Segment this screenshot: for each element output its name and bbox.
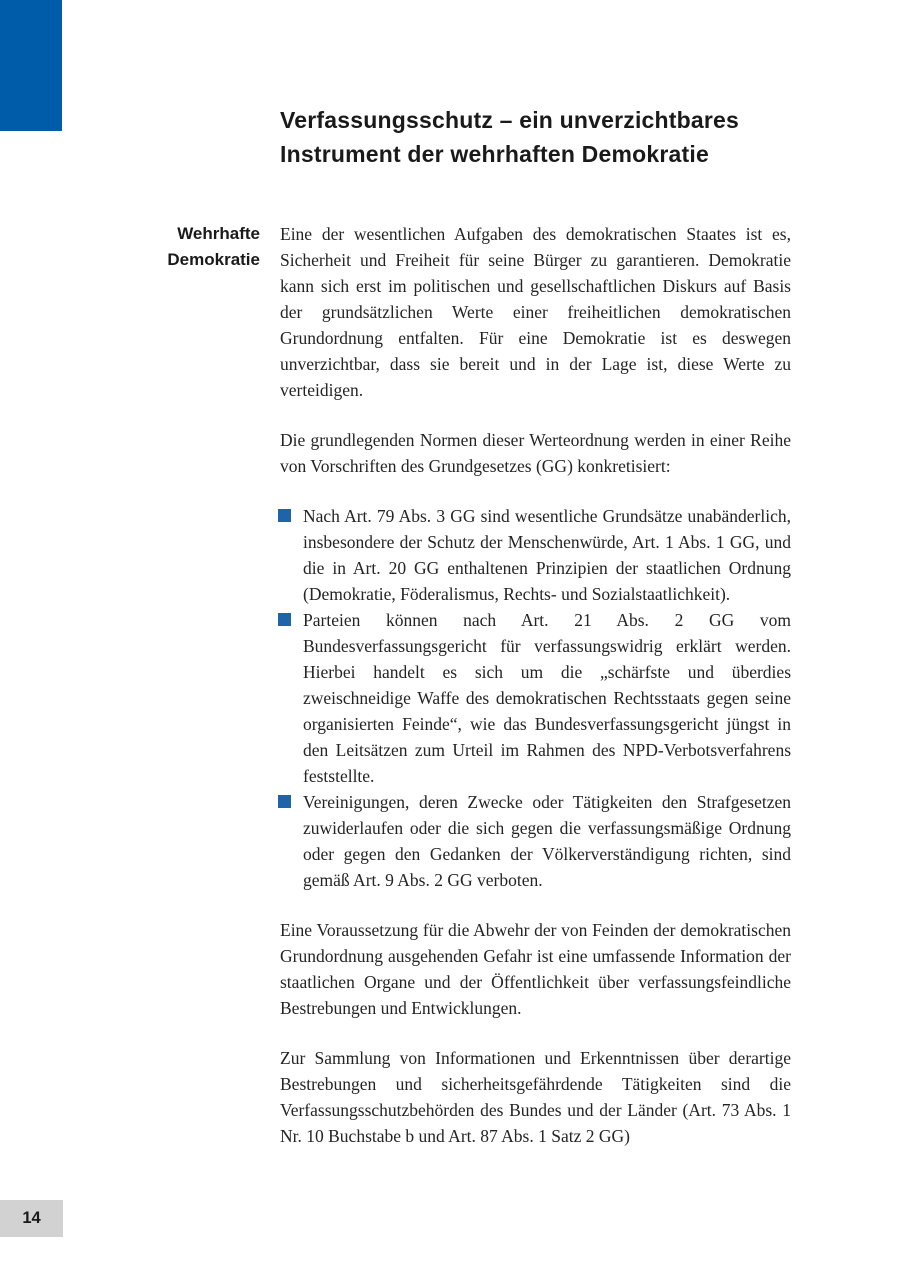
- page-title-line1: Verfassungsschutz – ein unverzichtbares: [280, 107, 740, 133]
- paragraph-basic-norms: Die grundlegenden Normen dieser Werteordnung werden in einer Reihe von Vorschriften des Grundgesetzes (GG) konkretisiert:: [280, 430, 791, 476]
- corner-accent-block: [0, 0, 62, 131]
- list-item: [280, 503, 791, 607]
- page-number: 14: [22, 1209, 41, 1227]
- paragraph-defensive-democracy: Eine der wesentlichen Aufgaben des demokratischen Staates ist es, Sicherheit und Freiheit für seine Bürger zu garantieren. Demokratie kann sich erst im politischen und gesellschaftlichen Diskurs auf Basis der grundsätzlichen Werte einer freiheitlichen demokratischen Grundordnung entfalten. Für eine Demokratie ist es deswegen unverzichtbar, dass sie bereit und in der Lage ist, diese Werte zu verteidigen.: [280, 224, 791, 400]
- paragraph-information-requirement: Eine Voraussetzung für die Abwehr der von Feinden der demokratischen Grundordnung ausgehenden Gefahr ist eine umfassende Information der staatlichen Organe und der Öffentlichkeit über verfassungsfeindliche Bestrebungen und Entwicklungen.: [280, 920, 791, 1018]
- bullet-square-icon: [278, 789, 303, 893]
- margin-label-line2: Demokratie: [167, 250, 260, 269]
- margin-label-line1: Wehrhafte: [177, 224, 260, 243]
- bullet-square-icon: [278, 503, 303, 607]
- list-item: [280, 607, 791, 789]
- page-title-line2: Instrument der wehrhaften Demokratie: [280, 141, 709, 167]
- page-title: [280, 103, 840, 171]
- list-item-text: Nach Art. 79 Abs. 3 GG sind wesentliche Grundsätze unabänderlich, insbesondere der Schutz der Menschenwürde, Art. 1 Abs. 1 GG, und die in Art. 20 GG enthaltenen Prinzipien der staatlichen Ordnung (Demokratie, Föderalismus, Rechts- und Sozialstaatlichkeit).: [303, 506, 791, 604]
- body-column: [280, 221, 791, 1173]
- margin-label: [60, 221, 260, 273]
- list-item-text: Parteien können nach Art. 21 Abs. 2 GG vom Bundesverfassungsgericht für verfassungswidrig erklärt werden. Hierbei handelt es sich um die „schärfste und überdies zweischneidige Waffe des demokratischen Rechtsstaats gegen seine organisierten Feinde“, wie das Bundesverfassungsgericht jüngst in den Leitsätzen zum Urteil im Rahmen des NPD-Verbotsverfahrens feststellte.: [303, 610, 791, 786]
- paragraph-collection-of-information: Zur Sammlung von Informationen und Erkenntnissen über derartige Bestrebungen und sicherheitsgefährdende Tätigkeiten sind die Verfassungsschutzbehörden des Bundes und der Länder (Art. 73 Abs. 1 Nr. 10 Buchstabe b und Art. 87 Abs. 1 Satz 2 GG): [280, 1048, 791, 1146]
- bullet-square-icon: [278, 607, 303, 789]
- list-item: [280, 789, 791, 893]
- list-item-text: Vereinigungen, deren Zwecke oder Tätigkeiten den Strafgesetzen zuwiderlaufen oder die sich gegen die verfassungsmäßige Ordnung oder gegen den Gedanken der Völkerverständigung richten, sind gemäß Art. 9 Abs. 2 GG verboten.: [303, 792, 791, 890]
- page-number-box: [0, 1200, 63, 1237]
- constitution-articles-list: [280, 503, 791, 893]
